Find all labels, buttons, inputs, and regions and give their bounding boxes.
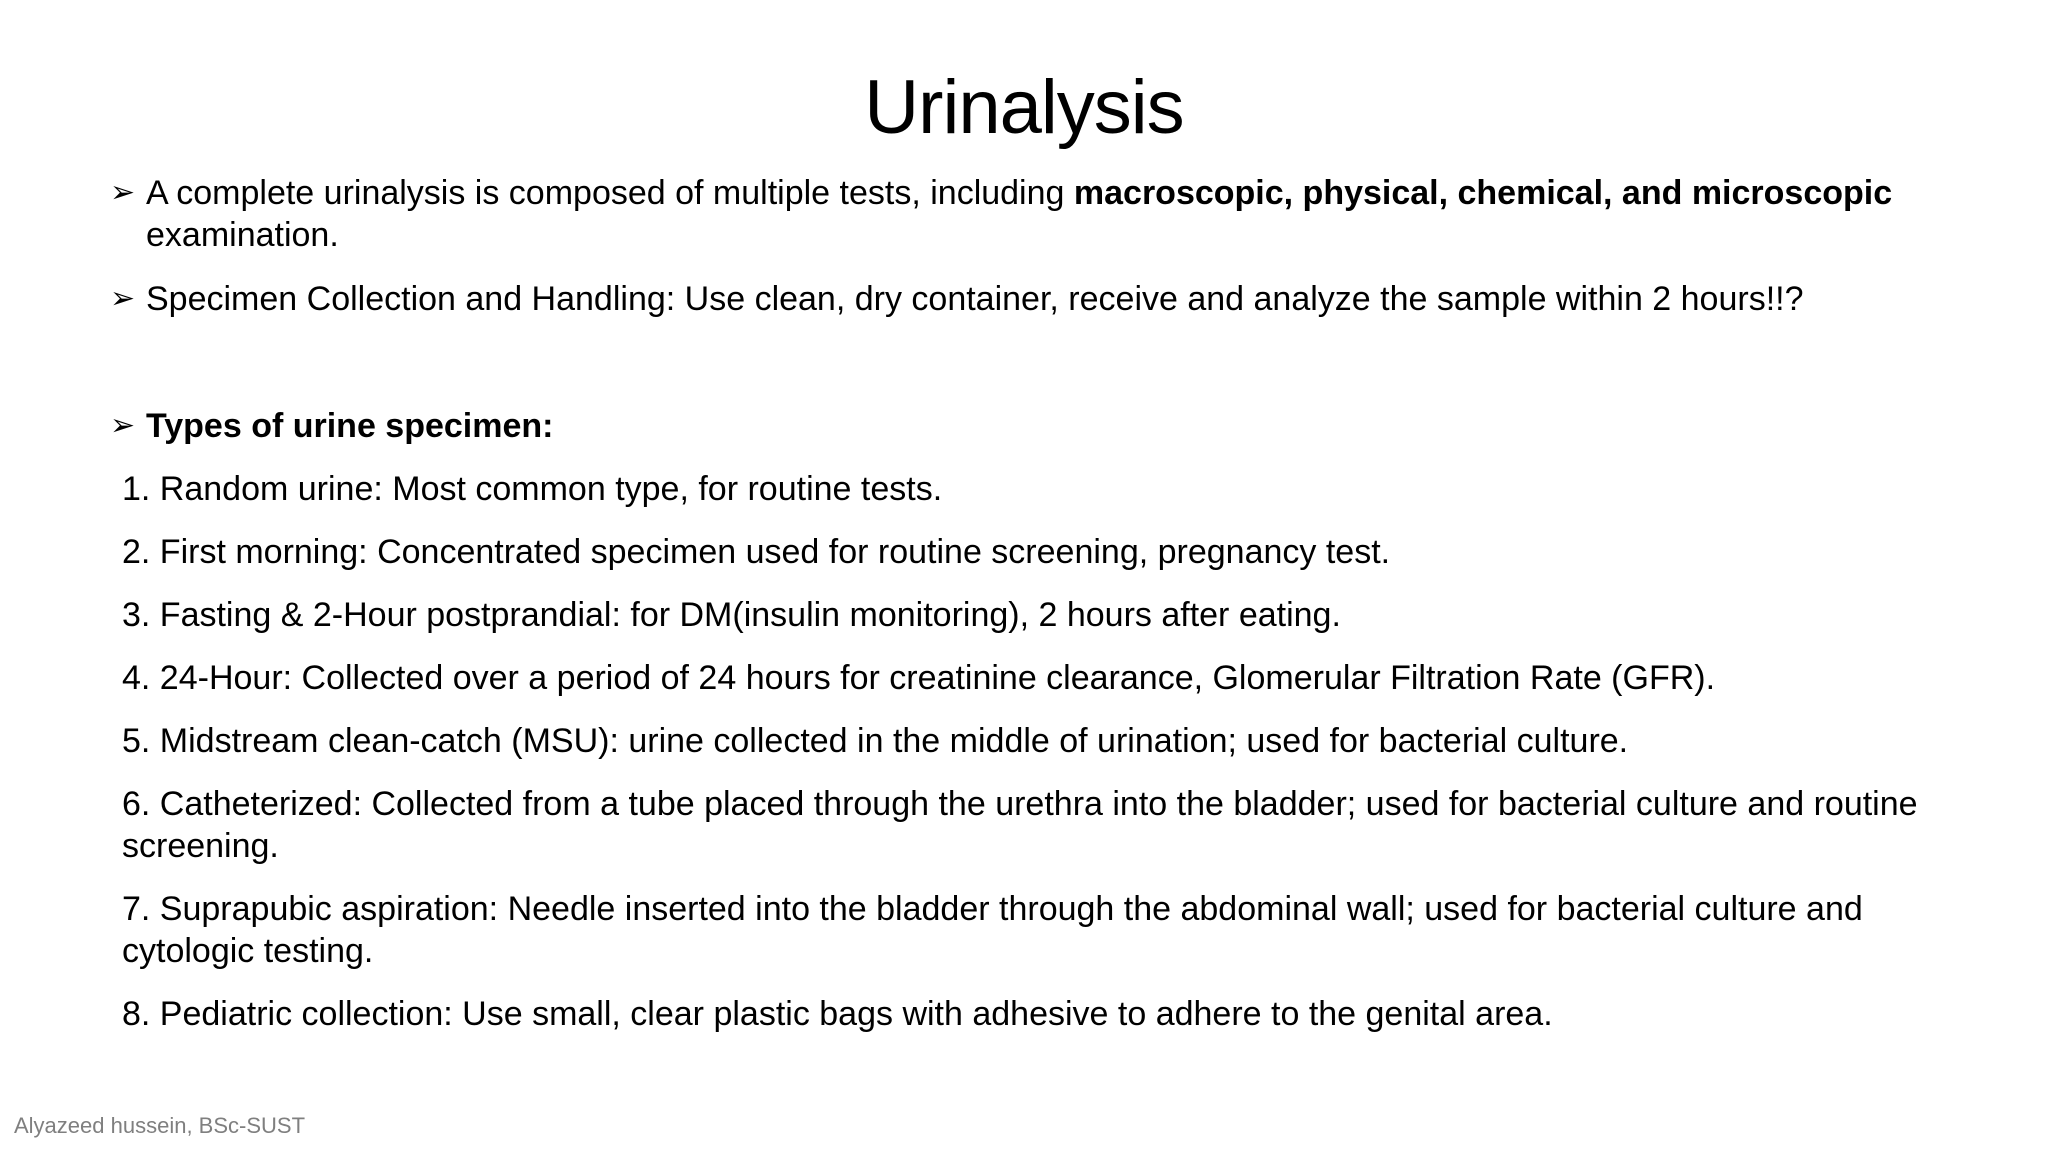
list-item-fasting: 3. Fasting & 2-Hour postprandial: for DM(insulin monitoring), 2 hours after eating. xyxy=(122,596,1341,634)
bullet-text: Types of urine specimen: xyxy=(146,407,554,445)
bullet-text-bold: macroscopic, physical, chemical, and microscopic xyxy=(1073,174,1893,212)
arrow-bullet-icon: ➢ xyxy=(110,176,136,209)
bullet-text-after: examination. xyxy=(146,216,339,254)
arrow-bullet-icon: ➢ xyxy=(110,409,136,442)
list-item-pediatric: 8. Pediatric collection: Use small, clear plastic bags with adhesive to adhere to the genital area. xyxy=(122,995,1553,1033)
list-item-first-morning: 2. First morning: Concentrated specimen used for routine screening, pregnancy test. xyxy=(122,533,1391,571)
list-item-catheterized: 6. Catheterized: Collected from a tube placed through the urethra into the bladder; used for bacterial culture and routine screening. xyxy=(122,785,1918,865)
footer-author: Alyazeed hussein, BSc-SUST xyxy=(14,1113,306,1138)
bullet-text: Specimen Collection and Handling: Use clean, dry container, receive and analyze the sample within 2 hours!!? xyxy=(146,280,1804,318)
bullet-text-plain: A complete urinalysis is composed of multiple tests, including xyxy=(146,174,1074,212)
list-item-random-urine: 1. Random urine: Most common type, for routine tests. xyxy=(122,470,943,508)
list-item-24-hour: 4. 24-Hour: Collected over a period of 24 hours for creatinine clearance, Glomerular Filtration Rate (GFR). xyxy=(122,659,1716,697)
list-item-suprapubic: 7. Suprapubic aspiration: Needle inserted into the bladder through the abdominal wall; used for bacterial culture and cytologic testing. xyxy=(122,890,1863,970)
bullet-types-heading xyxy=(110,405,1970,447)
bullet-composition xyxy=(110,172,1970,256)
bullet-specimen-collection xyxy=(110,278,1970,320)
arrow-bullet-icon: ➢ xyxy=(110,282,136,315)
bullet-text xyxy=(146,172,1970,256)
slide-title: Urinalysis xyxy=(864,65,1184,150)
list-item-midstream: 5. Midstream clean-catch (MSU): urine collected in the middle of urination; used for bacterial culture. xyxy=(122,722,1629,760)
